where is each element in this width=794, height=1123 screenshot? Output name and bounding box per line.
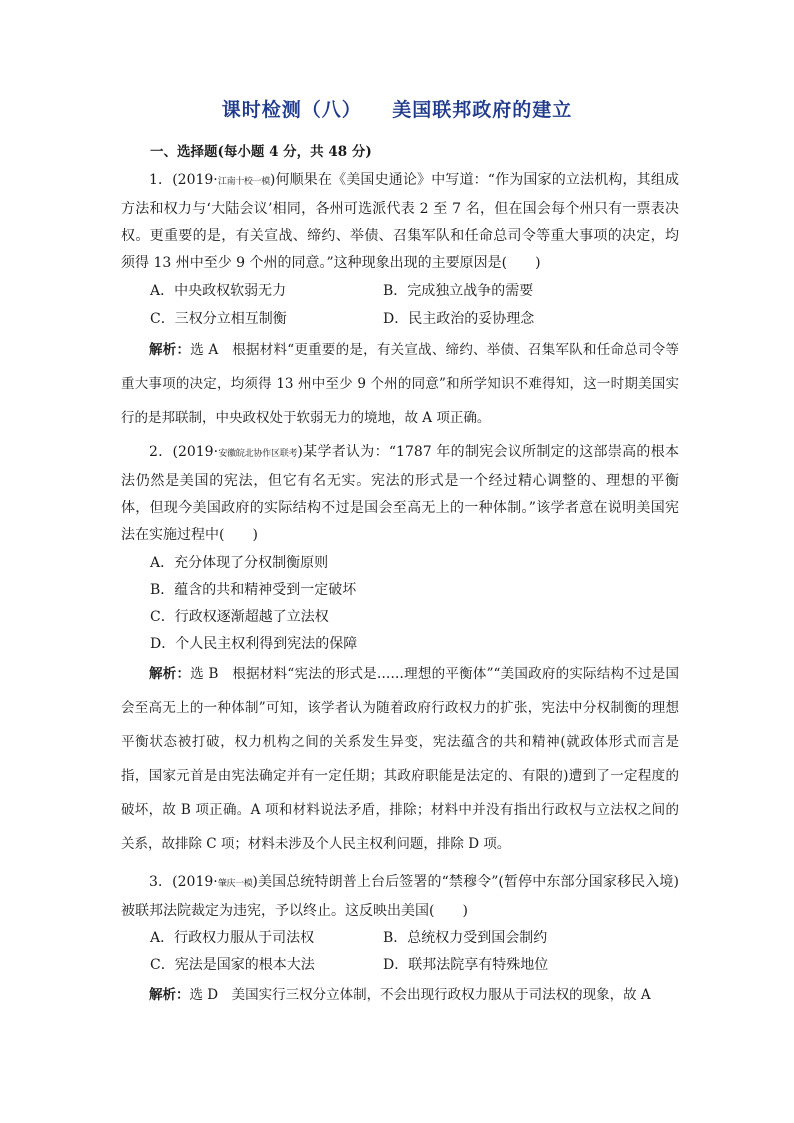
question-1-option-c: C．三权分立相互制衡 bbox=[150, 311, 287, 327]
question-3-option-d: D．联邦法院享有特殊地位 bbox=[383, 957, 549, 973]
question-1-option-b: B．完成独立战争的需要 bbox=[383, 283, 534, 299]
analysis-label: 解析： bbox=[149, 987, 190, 1003]
question-2-option-c: C．行政权逐渐超越了立法权 bbox=[150, 609, 329, 625]
analysis-label: 解析： bbox=[149, 342, 191, 358]
question-number: 2． bbox=[149, 444, 173, 460]
question-source: 肇庆一模 bbox=[217, 879, 253, 889]
question-source: 安徽皖北协作区联考 bbox=[218, 449, 298, 459]
question-1-stem: 1．(2019·江南十校一模)何顺果在《美国史通论》中写道：“作为国家的立法机构，其组成方法和权力与‘大陆会议’相同，各州可选派代表 2 至 7 名，但在国会每个州只有一票表决权。更重要的是，有关宣战、缔约、举债、召集军队和任命总司令等重大事项的决定，均须得 13 州中至少 9 个州的同意。”这种现象出现的主要原因是( ) bbox=[121, 172, 679, 271]
question-3-analysis: 解析：选 D 美国实行三权分立体制，不会出现行政权力服从于司法权的现象，故 A bbox=[149, 987, 651, 1003]
question-2-option-b: B．蕴含的共和精神受到一定破坏 bbox=[150, 582, 357, 598]
question-number: 3． bbox=[149, 874, 173, 890]
question-3-stem: 3．(2019·肇庆一模)美国总统特朗普上台后签署的“禁穆令”(暂停中东部分国家移民入境)被联邦法院裁定为违宪，予以终止。这反映出美国( ) bbox=[121, 874, 679, 919]
question-1-option-a: A．中央政权软弱无力 bbox=[150, 283, 287, 299]
question-3-option-a: A．行政权力服从于司法权 bbox=[150, 930, 315, 946]
question-3-option-c: C．宪法是国家的根本大法 bbox=[150, 957, 315, 973]
question-2-option-d: D．个人民主权利得到宪法的保障 bbox=[150, 636, 358, 652]
question-number: 1． bbox=[149, 172, 173, 188]
section-heading: 一、选择题(每小题 4 分，共 48 分) bbox=[150, 144, 372, 160]
question-source: 江南十校一模 bbox=[217, 177, 270, 187]
question-1-option-d: D．民主政治的妥协理念 bbox=[383, 311, 535, 327]
question-2-option-a: A．充分体现了分权制衡原则 bbox=[150, 555, 329, 571]
question-2-analysis: 解析：选 B 根据材料“宪法的形式是……理想的平衡体”“美国政府的实际结构不过是国会至高无上的一种体制”可知，该学者认为随着政府行政权力的扩张，宪法中分权制衡的理想平衡状态被打破，权力机构之间的关系发生异变，宪法蕴含的共和精神(就政体形式而言是指，国家元首是由宪法确定并有一定任期；其政府职能是法定的、有限的)遭到了一定程度的破坏，故 B 项正确。A 项和材料说法矛盾，排除；材料中并没有指出行政权与立法权之间的关系，故排除 C 项；材料未涉及个人民主权利问题，排除 D 项。 bbox=[121, 666, 679, 852]
analysis-label: 解析： bbox=[149, 666, 191, 682]
question-1-analysis: 解析：选 A 根据材料“更重要的是，有关宣战、缔约、举债、召集军队和任命总司令等重大事项的决定，均须得 13 州中至少 9 个州的同意”和所学知识不难得知，这一时期美国实行的是邦联制，中央政权处于软弱无力的境地，故 A 项正确。 bbox=[121, 342, 679, 426]
question-2-stem: 2．(2019·安徽皖北协作区联考)某学者认为：“1787 年的制宪会议所制定的这部崇高的根本法仍然是美国的宪法，但它有名无实。宪法的形式是一个经过精心调整的、理想的平衡体，但现今美国政府的实际结构不过是国会至高无上的一种体制。”该学者意在说明美国宪法在实施过程中( ) bbox=[121, 444, 679, 543]
question-3-option-b: B．总统权力受到国会制约 bbox=[383, 930, 548, 946]
page-title: 课时检测（八） 美国联邦政府的建立 bbox=[221, 99, 573, 121]
